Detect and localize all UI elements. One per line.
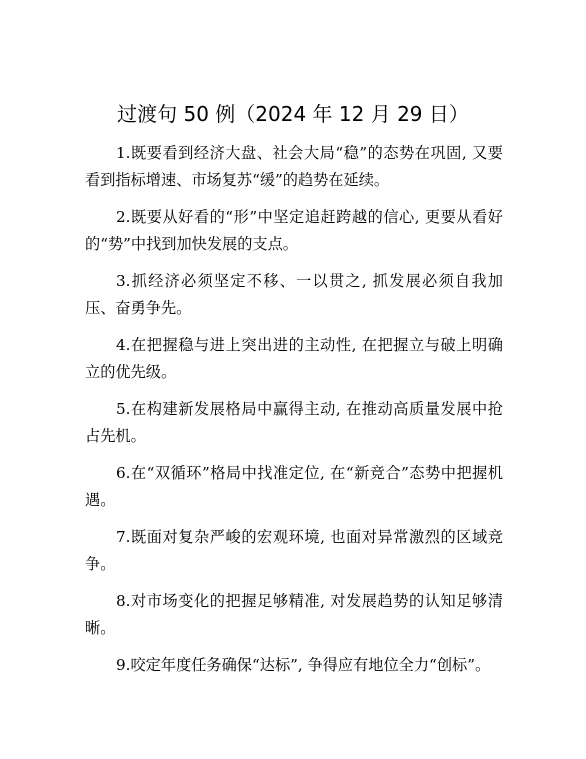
- list-item: 7.既面对复杂严峻的宏观环境, 也面对异常激烈的区域竞争。: [85, 528, 503, 573]
- list-item: 6.在“双循环”格局中找准定位, 在“新竞合”态势中把握机遇。: [85, 464, 503, 509]
- item-list: [85, 140, 503, 689]
- list-item: 9.咬定年度任务确保“达标”, 争得应有地位全力“创标”。: [116, 656, 491, 674]
- list-item: 8.对市场变化的把握足够精准, 对发展趋势的认知足够清晰。: [85, 592, 503, 637]
- list-item: 3.抓经济必须坚定不移、一以贯之, 抓发展必须自我加压、奋勇争先。: [85, 272, 503, 317]
- list-item: 5.在构建新发展格局中赢得主动, 在推动高质量发展中抢占先机。: [85, 400, 503, 445]
- list-item: 2.既要从好看的“形”中坚定追赶跨越的信心, 更要从看好的“势”中找到加快发展的支点。: [85, 208, 503, 253]
- list-item: 1.既要看到经济大盘、社会大局“稳”的态势在巩固, 又要看到指标增速、市场复苏“缓”的趋势在延续。: [85, 144, 503, 189]
- list-item: 4.在把握稳与进上突出进的主动性, 在把握立与破上明确立的优先级。: [85, 336, 503, 381]
- document-title: 过渡句 50 例（2024 年 12 月 29 日）: [117, 102, 469, 126]
